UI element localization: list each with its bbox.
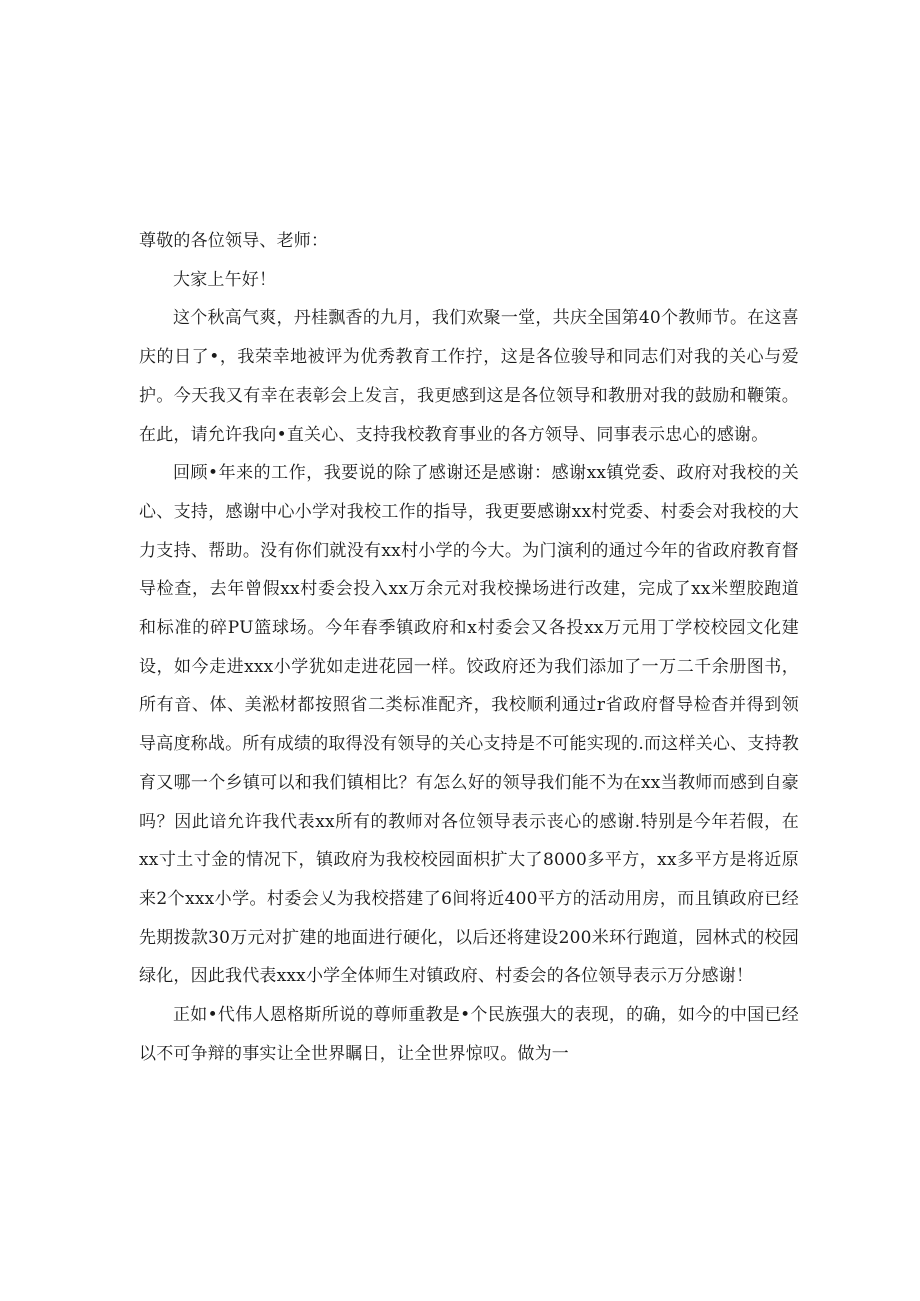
salutation: 尊敬的各位领导、老师： — [139, 231, 329, 251]
paragraph-review: 回顾•年来的工作，我要说的除了感谢还是感谢：感谢xx镇党委、政府对我校的关心、支持，感谢中心小学对我校工作的指导，我更要感谢xx村党委、村委会对我校的大力支持、帮助。没有你们就没有xx村小学的今大。为门演利的通过今年的省政府教育督导检查，去年曾假xx村委会投入xx万余元对我校操场进行改建，完成了xx米塑胶跑道和标准的碎PU篮球场。今年春季镇政府和x村委会又各投xx万元用丁学校校园文化建设，如今走进xxx小学犹如走进花园一样。饺政府还为我们添加了一万二千余册图书，所有音、体、美淞材都按照省二类标准配齐，我校顺利通过r省政府督导检杳并得到领导高度称战。所有成绩的取得没有领导的关心支持是不可能实现的.而这样关心、支持教育又哪一个乡镇可以和我们镇相比？有怎么好的领导我们能不为在xx当教师而感到自豪吗？因此谙允许我代表xx所有的教师对各位领导表示丧心的感谢.特别是今年若假，在xx寸土寸金的情况下，镇政府为我校校园面枳扩大了8000多平方，xx多平方是将近原来2个xxx小学。村委会乂为我校搭建了6间将近400平方的活动用房，而且镇政府已经先期拨款30万元对扩建的地面进行硬化，以后还将建设200米环行跑道，园林式的校园绿化，因此我代表xxx小学全体师生对镇政府、村委会的各位领导表示万分感谢！ — [139, 463, 799, 987]
document-body — [139, 222, 799, 1073]
greeting: 大家上午好！ — [173, 269, 277, 290]
paragraph-closing: 正如•代伟人恩格斯所说的尊师重教是•个民族强大的表现，的确，如今的中国已经以不可争辩的事实让全世界瞩日，让全世界惊叹。做为一 — [139, 1005, 799, 1064]
paragraph-opening: 这个秋高气爽，丹桂飘香的九月，我们欢聚一堂，共庆全国第40个教师节。在这喜庆的日了•，我荣幸地被评为优秀教育工作拧，这是各位骏导和同志们对我的关心与爱护。今天我又有幸在表彰会上发言，我更感到这是各位领导和教册对我的鼓励和鞭策。在此，请允许我向•直关心、支持我校教育事业的各方领导、同事表示忠心的感谢。 — [139, 308, 799, 445]
